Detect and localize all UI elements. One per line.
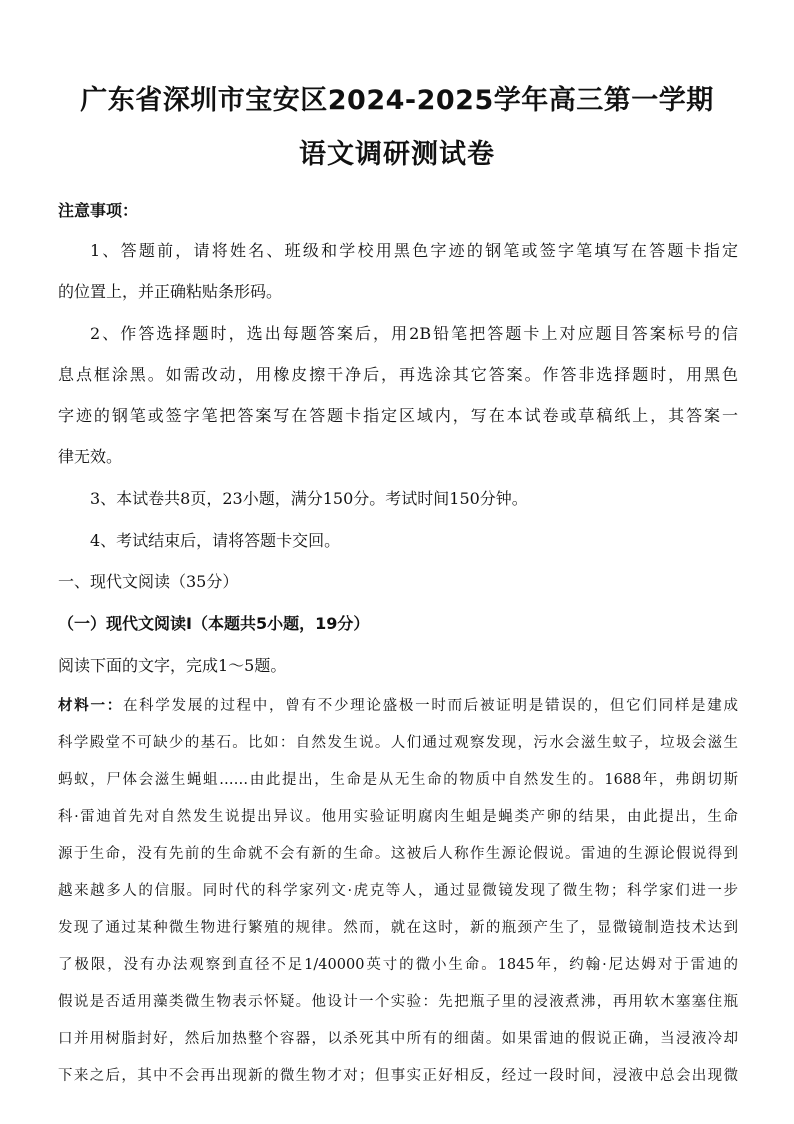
material-line-10: 口并用树脂封好，然后加热整个容器，以杀死其中所有的细菌。如果雷迪的假说正确，当浸液冷却 [58, 1031, 738, 1047]
sub-section-heading: （一）现代文阅读Ⅰ（本题共5小题，19分） [58, 614, 370, 633]
exam-title-line1: 广东省深圳市宝安区2024-2025学年高三第一学期 [80, 85, 714, 116]
material-line-1-text: 在科学发展的过程中，曾有不少理论盛极一时而后被证明是错误的，但它们同样是建成 [122, 698, 738, 714]
notice-heading: 注意事项： [58, 201, 139, 220]
material-line-2: 科学殿堂不可缺少的基石。比如：自然发生说。人们通过观察发现，污水会滋生蚊子，垃圾会滋生 [58, 735, 738, 751]
material-line-3: 蚂蚁，尸体会滋生蝇蛆……由此提出，生命是从无生命的物质中自然发生的。1688年，弗朗切斯 [58, 772, 738, 788]
exam-title-line2: 语文调研测试卷 [299, 139, 495, 170]
notice-item4: 4、考试结束后，请将答题卡交回。 [90, 531, 341, 550]
notice-item1-line1: 1、答题前，请将姓名、班级和学校用黑色字迹的钢笔或签字笔填写在答题卡指定 [90, 241, 738, 260]
material-line-4: 科·雷迪首先对自然发生说提出异议。他用实验证明腐肉生蛆是蝇类产卵的结果，由此提出，生命 [58, 809, 738, 825]
material-line-8: 了极限，没有办法观察到直径不足1/40000英寸的微小生命。1845年，约翰·尼达姆对于雷迪的 [58, 957, 738, 973]
notice-item2-line4: 律无效。 [58, 447, 123, 466]
material-line-6: 越来越多人的信服。同时代的科学家列文·虎克等人，通过显微镜发现了微生物；科学家们进一步 [58, 883, 738, 899]
material-line-1 [58, 694, 738, 715]
material-line-9: 假说是否适用藻类微生物表示怀疑。他设计一个实验：先把瓶子里的浸液煮沸，再用软木塞塞住瓶 [58, 994, 738, 1010]
material-label: 材料一： [58, 698, 123, 714]
reading-instruction: 阅读下面的文字，完成1～5题。 [58, 656, 287, 675]
notice-item1-line2: 的位置上，并正确粘贴条形码。 [58, 282, 283, 301]
notice-item3: 3、本试卷共8页，23小题，满分150分。考试时间150分钟。 [90, 489, 528, 508]
notice-item2-line1: 2、作答选择题时，选出每题答案后，用2B铅笔把答题卡上对应题目答案标号的信 [90, 324, 738, 343]
notice-item2-line3: 字迹的钢笔或签字笔把答案写在答题卡指定区域内，写在本试卷或草稿纸上，其答案一 [58, 406, 738, 425]
section-heading: 一、现代文阅读（35分） [58, 572, 239, 591]
notice-item2-line2: 息点框涂黑。如需改动，用橡皮擦干净后，再选涂其它答案。作答非选择题时，用黑色 [58, 365, 738, 384]
material-line-7: 发现了通过某种微生物进行繁殖的规律。然而，就在这时，新的瓶颈产生了，显微镜制造技术达到 [58, 920, 738, 936]
material-line-5: 源于生命，没有先前的生命就不会有新的生命。这被后人称作生源论假说。雷迪的生源论假说得到 [58, 846, 738, 862]
material-line-11: 下来之后，其中不会再出现新的微生物才对；但事实正好相反，经过一段时间，浸液中总会出现微 [58, 1068, 738, 1084]
